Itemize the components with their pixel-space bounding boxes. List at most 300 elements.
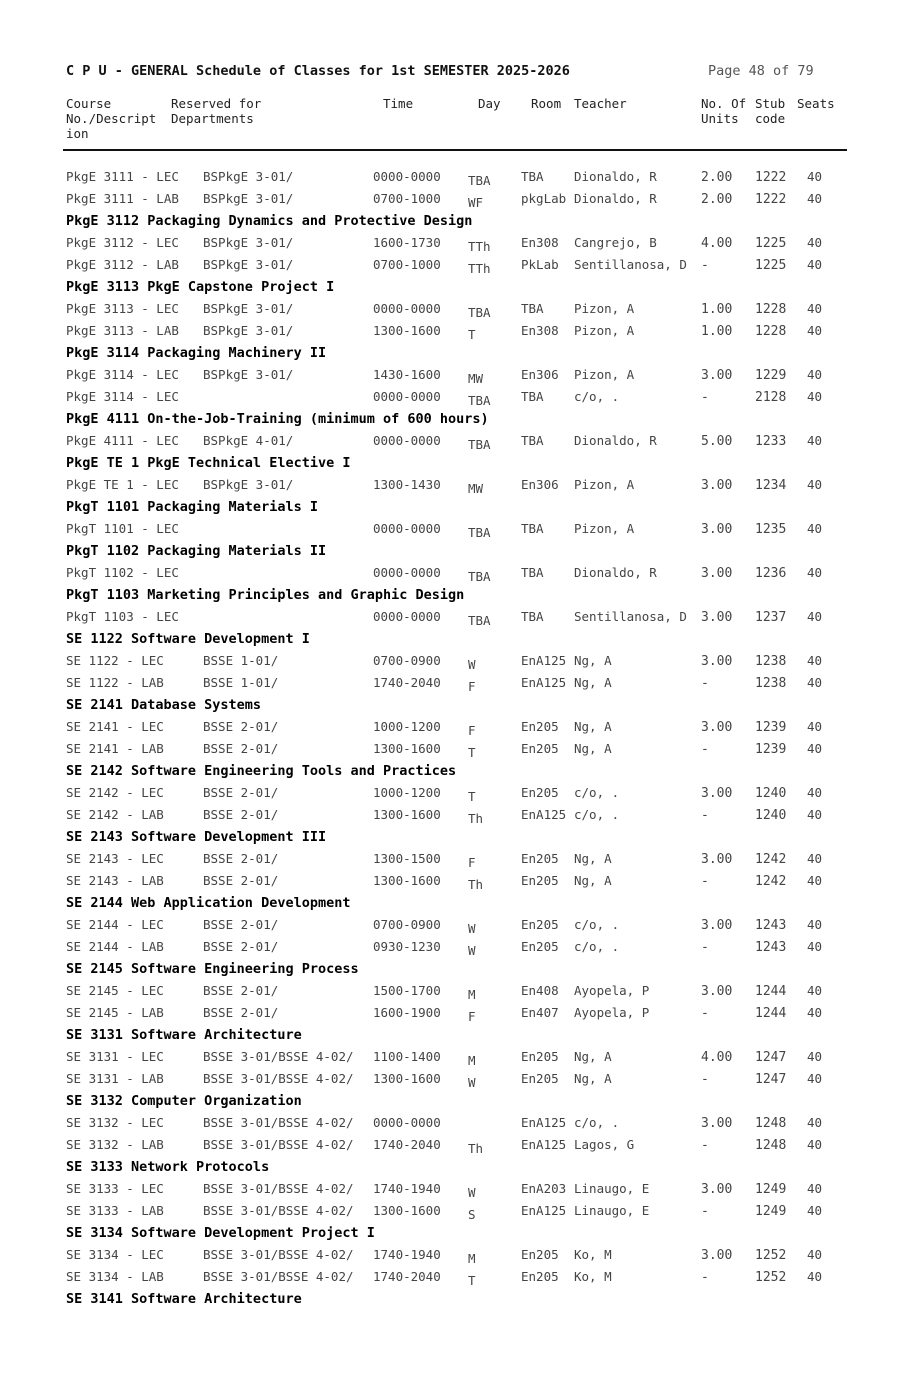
course-cell: SE 1122 - LAB [66,675,164,690]
units-cell: 4.00 [701,236,733,251]
course-cell: SE 3132 - LEC [66,1115,164,1130]
course-cell: PkgE 3111 - LEC [66,169,179,184]
course-group-title: PkgT 1101 Packaging Materials I [66,499,318,515]
stub-cell: 1247 [755,1072,787,1087]
teacher-cell: Pizon, A [574,521,635,536]
table-row [0,914,900,936]
course-cell: SE 3132 - LAB [66,1137,164,1152]
day-cell: MW [468,481,484,496]
room-cell: En205 [521,917,559,932]
course-group-title: PkgT 1102 Packaging Materials II [66,543,327,559]
page-title: C P U - GENERAL Schedule of Classes for 1st SEMESTER 2025-2026 [66,63,570,79]
stub-cell: 1244 [755,984,787,999]
column-header-reserved: Reserved for Departments [171,96,262,126]
time-cell: 1300-1500 [373,851,441,866]
course-cell: PkgE 3114 - LEC [66,367,179,382]
day-cell: F [468,1009,476,1024]
course-group-title: SE 2143 Software Development III [66,829,327,845]
units-cell: 3.00 [701,654,733,669]
day-cell: TBA [468,569,491,584]
day-cell: T [468,1273,476,1288]
day-cell: TBA [468,613,491,628]
course-cell: SE 3133 - LAB [66,1203,164,1218]
units-cell: 3.00 [701,720,733,735]
course-cell: SE 3131 - LAB [66,1071,164,1086]
table-row [0,1134,900,1156]
table-row [0,1002,900,1024]
seats-cell: 40 [807,807,823,822]
stub-cell: 1240 [755,808,787,823]
course-group-heading [0,760,900,782]
time-cell: 1740-2040 [373,1269,441,1284]
room-cell: En205 [521,1049,559,1064]
day-cell: Th [468,811,484,826]
teacher-cell: Dionaldo, R [574,565,657,580]
stub-cell: 1228 [755,302,787,317]
room-cell: EnA125 [521,1137,567,1152]
table-row [0,804,900,826]
stub-cell: 1233 [755,434,787,449]
day-cell: TBA [468,173,491,188]
column-header-day: Day [478,96,501,111]
course-cell: SE 2144 - LAB [66,939,164,954]
teacher-cell: Dionaldo, R [574,191,657,206]
units-cell: 3.00 [701,786,733,801]
reserved-cell: BSSE 3-01/BSSE 4-02/ [203,1137,354,1152]
time-cell: 1600-1900 [373,1005,441,1020]
reserved-cell: BSSE 3-01/BSSE 4-02/ [203,1181,354,1196]
course-group-heading [0,958,900,980]
seats-cell: 40 [807,675,823,690]
seats-cell: 40 [807,521,823,536]
seats-cell: 40 [807,851,823,866]
units-cell: - [701,742,709,757]
reserved-cell: BSSE 2-01/ [203,939,279,954]
units-cell: - [701,874,709,889]
stub-cell: 1229 [755,368,787,383]
seats-cell: 40 [807,873,823,888]
course-cell: PkgT 1102 - LEC [66,565,179,580]
time-cell: 1740-2040 [373,675,441,690]
teacher-cell: Linaugo, E [574,1181,650,1196]
table-row [0,166,900,188]
units-cell: 3.00 [701,478,733,493]
teacher-cell: Ko, M [574,1247,612,1262]
day-cell: W [468,1185,476,1200]
header-divider [63,149,847,151]
seats-cell: 40 [807,1181,823,1196]
time-cell: 0000-0000 [373,565,441,580]
course-cell: SE 3131 - LEC [66,1049,164,1064]
reserved-cell: BSPkgE 3-01/ [203,191,294,206]
course-cell: PkgT 1103 - LEC [66,609,179,624]
stub-cell: 1249 [755,1182,787,1197]
stub-cell: 1225 [755,236,787,251]
stub-cell: 1243 [755,918,787,933]
day-cell: Th [468,1141,484,1156]
room-cell: EnA125 [521,1203,567,1218]
time-cell: 1300-1430 [373,477,441,492]
course-group-title: SE 3134 Software Development Project I [66,1225,375,1241]
day-cell: TTh [468,261,491,276]
course-group-title: SE 3141 Software Architecture [66,1291,302,1307]
room-cell: TBA [521,521,544,536]
column-header-course: Course No./Descript ion [66,96,157,141]
teacher-cell: Ng, A [574,1071,612,1086]
reserved-cell: BSPkgE 3-01/ [203,235,294,250]
day-cell: TTh [468,239,491,254]
room-cell: En205 [521,851,559,866]
room-cell: En308 [521,323,559,338]
units-cell: - [701,940,709,955]
units-cell: 3.00 [701,1116,733,1131]
room-cell: EnA125 [521,653,567,668]
units-cell: 3.00 [701,368,733,383]
course-cell: SE 2145 - LEC [66,983,164,998]
stub-cell: 1247 [755,1050,787,1065]
time-cell: 0000-0000 [373,301,441,316]
stub-cell: 1237 [755,610,787,625]
course-group-title: SE 3132 Computer Organization [66,1093,302,1109]
table-row [0,650,900,672]
time-cell: 0000-0000 [373,521,441,536]
course-cell: SE 1122 - LEC [66,653,164,668]
day-cell: TBA [468,305,491,320]
time-cell: 1300-1600 [373,807,441,822]
table-row [0,1244,900,1266]
table-row [0,518,900,540]
reserved-cell: BSSE 2-01/ [203,807,279,822]
stub-cell: 1239 [755,720,787,735]
table-row [0,672,900,694]
units-cell: 3.00 [701,522,733,537]
units-cell: 3.00 [701,984,733,999]
teacher-cell: Ng, A [574,719,612,734]
course-cell: PkgE 3112 - LAB [66,257,179,272]
time-cell: 1600-1730 [373,235,441,250]
seats-cell: 40 [807,741,823,756]
day-cell: S [468,1207,476,1222]
seats-cell: 40 [807,1247,823,1262]
teacher-cell: Pizon, A [574,323,635,338]
course-group-heading [0,1222,900,1244]
table-row [0,364,900,386]
teacher-cell: Pizon, A [574,367,635,382]
day-cell: W [468,943,476,958]
course-group-title: SE 2145 Software Engineering Process [66,961,359,977]
course-group-heading [0,1156,900,1178]
units-cell: 1.00 [701,324,733,339]
teacher-cell: Ng, A [574,741,612,756]
course-group-heading [0,1288,900,1310]
time-cell: 0000-0000 [373,433,441,448]
table-row [0,606,900,628]
units-cell: 3.00 [701,1248,733,1263]
course-group-heading [0,826,900,848]
stub-cell: 1239 [755,742,787,757]
reserved-cell: BSSE 2-01/ [203,785,279,800]
course-group-heading [0,892,900,914]
day-cell: MW [468,371,484,386]
time-cell: 1300-1600 [373,323,441,338]
table-row [0,738,900,760]
room-cell: TBA [521,169,544,184]
room-cell: En205 [521,1071,559,1086]
stub-cell: 2128 [755,390,787,405]
day-cell: Th [468,877,484,892]
course-group-title: PkgE 3113 PkgE Capstone Project I [66,279,335,295]
day-cell: WF [468,195,484,210]
seats-cell: 40 [807,1005,823,1020]
course-cell: PkgE 3113 - LEC [66,301,179,316]
stub-cell: 1242 [755,852,787,867]
seats-cell: 40 [807,1269,823,1284]
stub-cell: 1238 [755,676,787,691]
teacher-cell: Ng, A [574,675,612,690]
room-cell: En205 [521,873,559,888]
course-cell: SE 2143 - LAB [66,873,164,888]
stub-cell: 1243 [755,940,787,955]
time-cell: 1740-1940 [373,1247,441,1262]
units-cell: - [701,1072,709,1087]
table-row [0,430,900,452]
table-row [0,474,900,496]
reserved-cell: BSSE 3-01/BSSE 4-02/ [203,1071,354,1086]
room-cell: TBA [521,565,544,580]
time-cell: 0000-0000 [373,169,441,184]
stub-cell: 1228 [755,324,787,339]
course-group-heading [0,408,900,430]
time-cell: 0000-0000 [373,609,441,624]
course-group-heading [0,452,900,474]
time-cell: 1500-1700 [373,983,441,998]
room-cell: En205 [521,1247,559,1262]
units-cell: 3.00 [701,566,733,581]
room-cell: En407 [521,1005,559,1020]
teacher-cell: Sentillanosa, D [574,257,687,272]
units-cell: - [701,808,709,823]
reserved-cell: BSSE 1-01/ [203,653,279,668]
schedule-list [0,166,900,1310]
teacher-cell: c/o, . [574,785,620,800]
day-cell: M [468,987,476,1002]
units-cell: 5.00 [701,434,733,449]
column-header-units: No. Of Units [701,96,747,126]
units-cell: - [701,1138,709,1153]
time-cell: 1300-1600 [373,741,441,756]
seats-cell: 40 [807,257,823,272]
course-group-title: SE 3131 Software Architecture [66,1027,302,1043]
seats-cell: 40 [807,433,823,448]
course-cell: SE 2142 - LAB [66,807,164,822]
seats-cell: 40 [807,565,823,580]
reserved-cell: BSSE 2-01/ [203,917,279,932]
course-group-heading [0,496,900,518]
day-cell: T [468,789,476,804]
reserved-cell: BSPkgE 3-01/ [203,169,294,184]
course-cell: SE 2141 - LEC [66,719,164,734]
day-cell: TBA [468,437,491,452]
column-header-stub: Stub code [755,96,786,126]
stub-cell: 1242 [755,874,787,889]
seats-cell: 40 [807,191,823,206]
stub-cell: 1248 [755,1116,787,1131]
teacher-cell: Pizon, A [574,477,635,492]
reserved-cell: BSSE 2-01/ [203,983,279,998]
room-cell: En205 [521,1269,559,1284]
room-cell: EnA125 [521,675,567,690]
reserved-cell: BSSE 2-01/ [203,719,279,734]
seats-cell: 40 [807,169,823,184]
units-cell: - [701,676,709,691]
day-cell: T [468,327,476,342]
stub-cell: 1248 [755,1138,787,1153]
course-cell: SE 3134 - LAB [66,1269,164,1284]
table-row [0,870,900,892]
reserved-cell: BSSE 3-01/BSSE 4-02/ [203,1049,354,1064]
course-cell: PkgE 3111 - LAB [66,191,179,206]
room-cell: En205 [521,741,559,756]
day-cell: F [468,855,476,870]
reserved-cell: BSPkgE 3-01/ [203,323,294,338]
time-cell: 0700-1000 [373,191,441,206]
time-cell: 0000-0000 [373,389,441,404]
day-cell: TBA [468,393,491,408]
course-group-heading [0,1024,900,1046]
table-row [0,254,900,276]
course-group-title: SE 1122 Software Development I [66,631,310,647]
course-cell: SE 2141 - LAB [66,741,164,756]
time-cell: 0930-1230 [373,939,441,954]
day-cell: F [468,723,476,738]
teacher-cell: c/o, . [574,1115,620,1130]
stub-cell: 1249 [755,1204,787,1219]
table-row [0,1200,900,1222]
units-cell: 4.00 [701,1050,733,1065]
units-cell: 3.00 [701,610,733,625]
time-cell: 1740-1940 [373,1181,441,1196]
table-row [0,1112,900,1134]
page-number: Page 48 of 79 [708,63,814,79]
units-cell: 3.00 [701,918,733,933]
seats-cell: 40 [807,609,823,624]
teacher-cell: Pizon, A [574,301,635,316]
course-cell: SE 2144 - LEC [66,917,164,932]
teacher-cell: Sentillanosa, D [574,609,687,624]
table-row [0,716,900,738]
course-group-heading [0,540,900,562]
stub-cell: 1234 [755,478,787,493]
reserved-cell: BSSE 2-01/ [203,741,279,756]
units-cell: 2.00 [701,192,733,207]
table-row [0,232,900,254]
stub-cell: 1240 [755,786,787,801]
room-cell: En308 [521,235,559,250]
teacher-cell: c/o, . [574,389,620,404]
seats-cell: 40 [807,1049,823,1064]
room-cell: TBA [521,389,544,404]
room-cell: En306 [521,367,559,382]
units-cell: - [701,1006,709,1021]
column-header-room: Room [531,96,562,111]
stub-cell: 1252 [755,1270,787,1285]
seats-cell: 40 [807,1071,823,1086]
seats-cell: 40 [807,235,823,250]
time-cell: 1300-1600 [373,1071,441,1086]
course-cell: SE 2143 - LEC [66,851,164,866]
room-cell: En205 [521,939,559,954]
course-cell: PkgE 3112 - LEC [66,235,179,250]
teacher-cell: c/o, . [574,917,620,932]
teacher-cell: Ayopela, P [574,983,650,998]
reserved-cell: BSSE 3-01/BSSE 4-02/ [203,1203,354,1218]
seats-cell: 40 [807,785,823,800]
reserved-cell: BSSE 1-01/ [203,675,279,690]
time-cell: 1300-1600 [373,1203,441,1218]
stub-cell: 1222 [755,192,787,207]
teacher-cell: Ng, A [574,873,612,888]
room-cell: En306 [521,477,559,492]
room-cell: EnA125 [521,807,567,822]
seats-cell: 40 [807,323,823,338]
day-cell: TBA [468,525,491,540]
course-group-title: PkgE 4111 On-the-Job-Training (minimum of 600 hours) [66,411,489,427]
reserved-cell: BSSE 2-01/ [203,873,279,888]
column-header-teacher: Teacher [574,96,627,111]
units-cell: 3.00 [701,852,733,867]
day-cell: F [468,679,476,694]
stub-cell: 1244 [755,1006,787,1021]
course-cell: PkgE 4111 - LEC [66,433,179,448]
reserved-cell: BSPkgE 3-01/ [203,367,294,382]
course-cell: PkgE 3114 - LEC [66,389,179,404]
reserved-cell: BSPkgE 3-01/ [203,477,294,492]
seats-cell: 40 [807,939,823,954]
table-row [0,298,900,320]
reserved-cell: BSSE 3-01/BSSE 4-02/ [203,1269,354,1284]
seats-cell: 40 [807,477,823,492]
stub-cell: 1225 [755,258,787,273]
teacher-cell: Ayopela, P [574,1005,650,1020]
units-cell: 2.00 [701,170,733,185]
seats-cell: 40 [807,367,823,382]
course-cell: PkgE 3113 - LAB [66,323,179,338]
course-cell: PkgT 1101 - LEC [66,521,179,536]
table-row [0,386,900,408]
stub-cell: 1222 [755,170,787,185]
teacher-cell: c/o, . [574,807,620,822]
stub-cell: 1235 [755,522,787,537]
time-cell: 0700-1000 [373,257,441,272]
table-row [0,980,900,1002]
course-group-title: SE 3133 Network Protocols [66,1159,270,1175]
table-row [0,320,900,342]
day-cell: W [468,921,476,936]
seats-cell: 40 [807,1137,823,1152]
course-group-heading [0,342,900,364]
time-cell: 1430-1600 [373,367,441,382]
stub-cell: 1252 [755,1248,787,1263]
units-cell: - [701,1270,709,1285]
time-cell: 0700-0900 [373,653,441,668]
seats-cell: 40 [807,719,823,734]
units-cell: - [701,258,709,273]
room-cell: pkgLab [521,191,567,206]
course-group-heading [0,1090,900,1112]
seats-cell: 40 [807,983,823,998]
room-cell: En408 [521,983,559,998]
course-cell: SE 3133 - LEC [66,1181,164,1196]
